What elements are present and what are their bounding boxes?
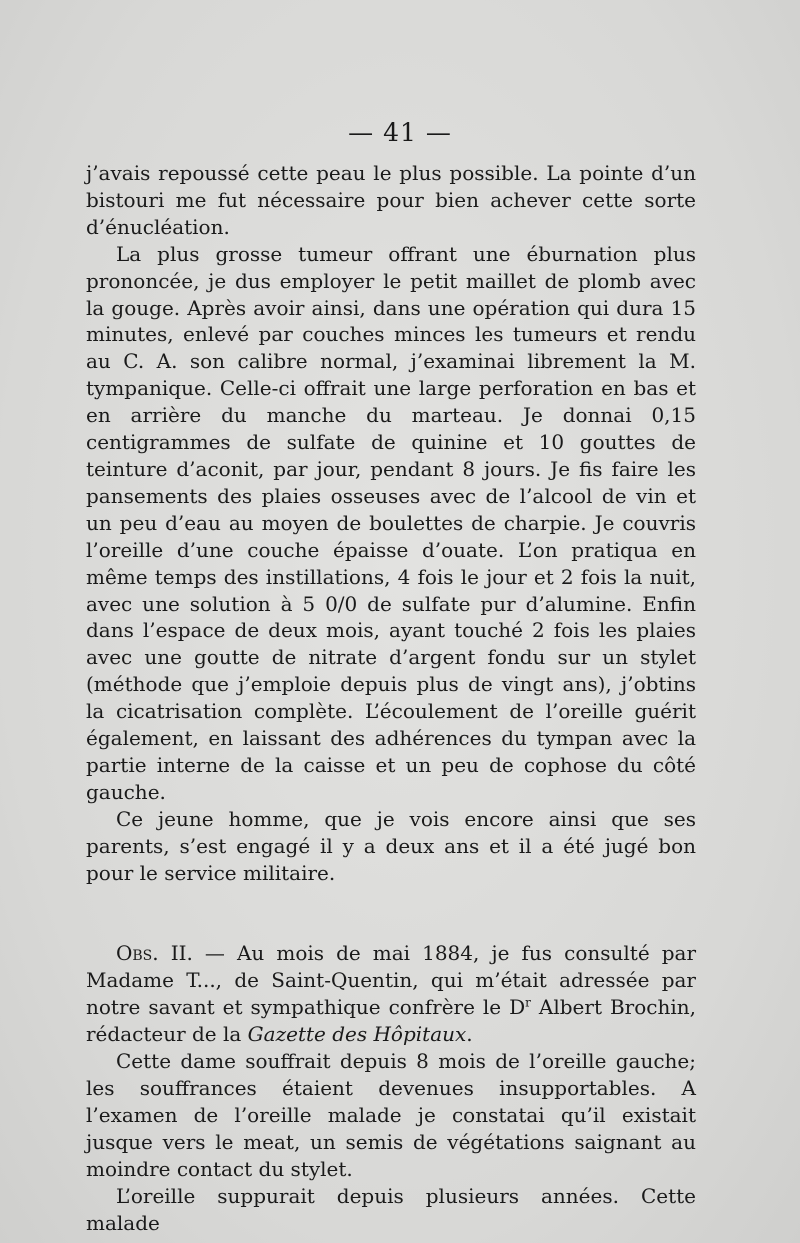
observation-text-2: Albert Brochin, rédacteur de la [86,995,696,1047]
observation-text-1: — Au mois de mai 1884, je fus consulté par Madame T..., de Saint-Quentin, qui m’était adressée par notre savant et sympathique confrère le D [86,941,697,1020]
paragraph-observation-2 [86,940,696,1048]
page-number: — 41 — [348,118,452,147]
paragraph-suppuration: L’oreille suppurait depuis plusieurs années. Cette malade [86,1183,696,1235]
paragraph-operation: La plus grosse tumeur offrant une éburnation plus prononcée, je dus employer le petit maillet de plomb avec la gouge. Après avoir ainsi, dans une opération qui dura 15 minutes, enlevé par couches minces les tumeurs et rendu au C. A. son calibre normal, j’examinai librement la M. tympanique. Celle-ci offrait une large perforation en bas et en arrière du manche du marteau. Je donnai 0,15 centigrammes de sulfate de quinine et 10 gouttes de teinture d’aconit, par jour, pendant 8 jours. Je fis faire les pansements des plaies osseuses avec de l’alcool de vin et un peu d’eau au moyen de boulettes de charpie. Je couvris l’oreille d’une couche épaisse d’ouate. L’on pratiqua en même temps des instillations, 4 fois le jour et 2 fois la nuit, avec une solution à 5 0/0 de sulfate pur d’alumine. Enfin dans l’espace de deux mois, ayant touché 2 fois les plaies avec une goutte de nitrate d’argent fondu sur un stylet (méthode que j’emploie depuis plus de vingt ans), j’obtins la cicatrisation complète. L’écoulement de l’oreille guérit également, en laissant des adhérences du tympan avec la partie interne de la caisse et un peu de cophose du côté gauche. [86,241,696,804]
observation-text-3: . [466,1022,473,1047]
paragraph-continuation: j’avais repoussé cette peau le plus possible. La pointe d’un bistouri me fut nécessaire pour bien achever cette sorte d’énucléation. [86,161,696,239]
doctor-abbrev-sup: r [525,995,531,1010]
body-text [86,160,696,1236]
paragraph-outcome: Ce jeune homme, que je vois encore ainsi que ses parents, s’est engagé il y a deux ans et il a été jugé bon pour le service militaire. [86,806,696,885]
journal-title: Gazette des Hôpitaux [247,1022,467,1047]
observation-label: Obs. II. [116,941,193,966]
paragraph-symptoms: Cette dame souffrait depuis 8 mois de l’oreille gauche; les souffrances étaient devenues insupportables. A l’examen de l’oreille malade je constatai qu’il existait jusque vers le meat, un semis de végétations saignant au moindre contact du stylet. [86,1049,696,1181]
